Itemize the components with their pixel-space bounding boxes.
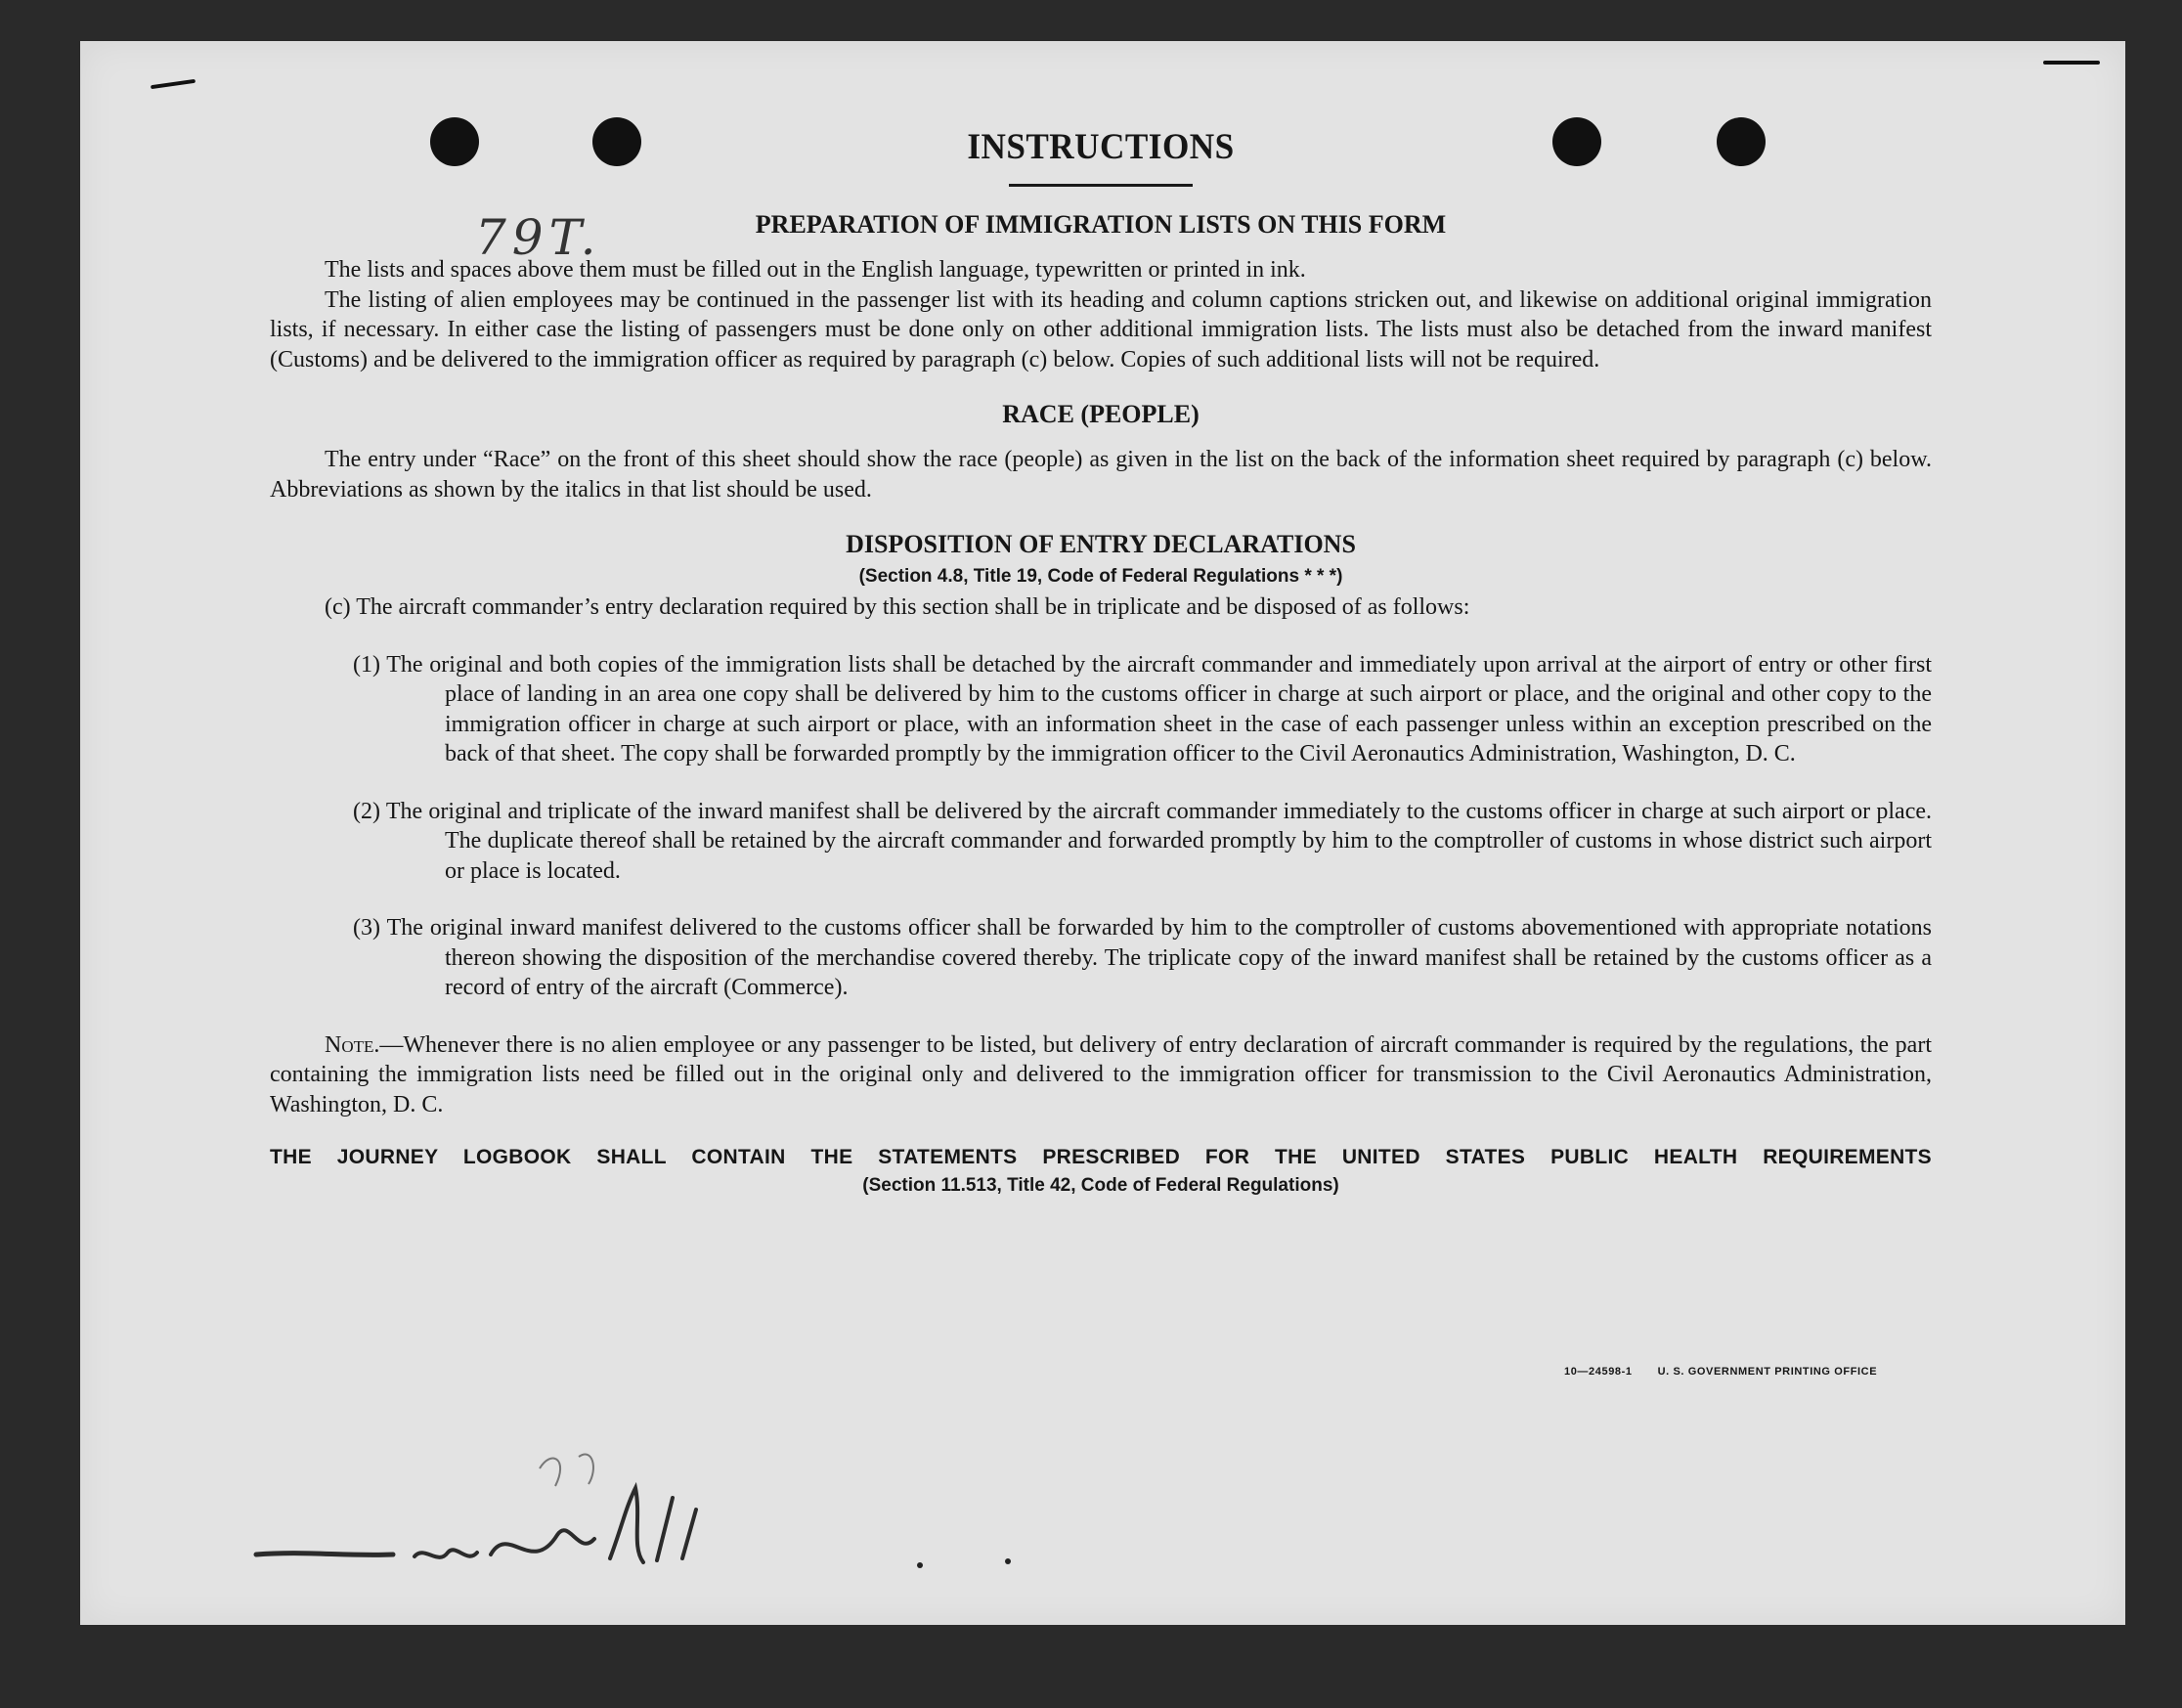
note-text: —Whenever there is no alien employee or any passenger to be listed, but delivery of entry declaration of aircraft commander is required by the regulations, the part containing the immigration lists need be filled out in the original only and delivered to the immigration officer for transmission to the Civil Aeronautics Administration, Washington, D. C. — [270, 1031, 1932, 1117]
disposition-heading: DISPOSITION OF ENTRY DECLARATIONS — [846, 530, 1356, 558]
instructions-body — [270, 125, 1932, 1200]
title-underline — [1009, 184, 1193, 187]
paper-speck — [1005, 1558, 1011, 1564]
disposition-item-1: (1) The original and both copies of the immigration lists shall be detached by the aircraft commander and immediately upon arrival at the airport of entry or other first place of landing in an area one copy shall be delivered by him to the customs officer in charge at such airport or place, and the original and other copy to the immigration officer in charge at such airport or place, with an information sheet in the case of each passenger unless within an exception prescribed on the back of that sheet. The copy shall be forwarded promptly by the immigration officer to the Civil Aeronautics Administration, Washington, D. C. — [353, 651, 1932, 766]
preparation-paragraph-1: The lists and spaces above them must be filled out in the English language, typewritten or printed in ink. — [325, 257, 1306, 283]
disposition-item-2: (2) The original and triplicate of the inward manifest shall be delivered by the aircraft commander immediately to the customs officer in charge at such airport or place. The duplicate thereof shall be retained by the aircraft commander and forwarded promptly by him to the comptroller of customs in whose district such airport or place is located. — [353, 798, 1932, 884]
form-code: 10—24598-1 — [1564, 1366, 1633, 1378]
race-paragraph: The entry under “Race” on the front of this sheet should show the race (people) as given in the list on the back of the information sheet required by paragraph (c) below. Abbreviations as shown by the italics in that list should be used. — [270, 447, 1932, 503]
handwritten-signature — [246, 1429, 755, 1596]
corner-mark — [2043, 61, 2100, 65]
handwritten-note: 79T. — [475, 209, 602, 266]
note-label: Note. — [325, 1031, 380, 1058]
corner-mark — [151, 79, 196, 89]
disposition-item-3: (3) The original inward manifest delivered to the customs officer shall be forwarded by him to the comptroller of customs abovementioned with appropriate notations thereon showing the disposition of the merchandise covered thereby. The triplicate copy of the inward manifest shall be retained by the customs officer as a record of entry of the aircraft (Commerce). — [353, 915, 1932, 1000]
note-paragraph — [270, 1030, 1932, 1120]
printer-name: U. S. GOVERNMENT PRINTING OFFICE — [1657, 1366, 1878, 1378]
disposition-intro: (c) The aircraft commander’s entry declaration required by this section shall be in triplicate and be disposed of as follows: — [325, 594, 1470, 620]
preparation-paragraph-2: The listing of alien employees may be continued in the passenger list with its heading and column captions stricken out, and likewise on additional original immigration lists, if necessary. In either case the listing of passengers must be done only on other additional immigration lists. The lists must also be detached from the inward manifest (Customs) and be delivered to the immigration officer as required by paragraph (c) below. Copies of such additional lists will not be required. — [270, 286, 1932, 372]
paper-speck — [917, 1562, 923, 1568]
health-subheading: (Section 11.513, Title 42, Code of Federal Regulations) — [862, 1175, 1339, 1196]
disposition-subheading: (Section 4.8, Title 19, Code of Federal Regulations * * *) — [858, 566, 1343, 587]
printing-office-imprint — [1564, 1366, 1877, 1378]
health-requirements: THE JOURNEY LOGBOOK SHALL CONTAIN THE STATEMENTS PRESCRIBED FOR THE UNITED STATES PUBLIC HEALTH REQUIREMENTS — [270, 1146, 1932, 1168]
preparation-heading: PREPARATION OF IMMIGRATION LISTS ON THIS FORM — [755, 210, 1447, 239]
race-heading: RACE (PEOPLE) — [1002, 400, 1200, 428]
page-title: INSTRUCTIONS — [967, 127, 1235, 167]
